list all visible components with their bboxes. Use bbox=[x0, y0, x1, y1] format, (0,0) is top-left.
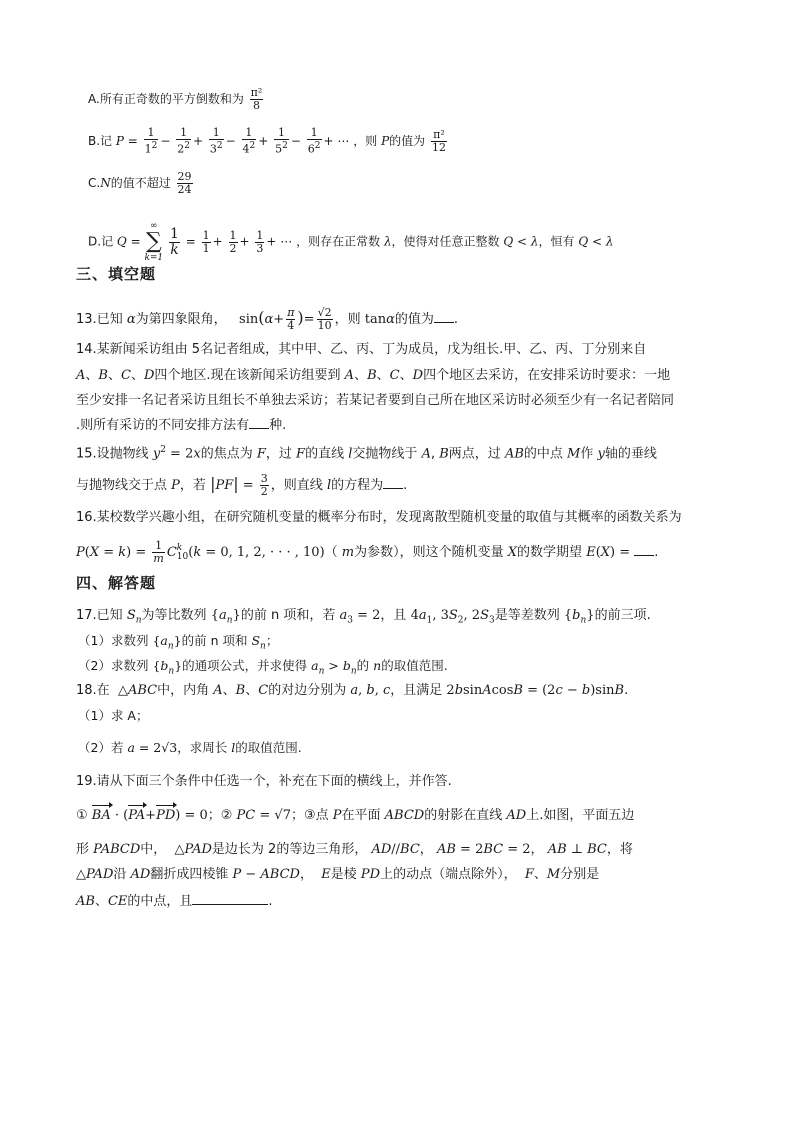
question-13: 13.已知 α为第四象限角， sin(α+ $\frac{\pi}{4}$ )= $\frac{√2}{10}$ ，则 tanα的值为 . bbox=[76, 306, 459, 332]
question-14-line-4: .则所有采访的不同安排方法有 种. bbox=[76, 414, 726, 436]
option-b: B.记 P = $\frac{1}{1^2}$ − $\frac{1}{2^2}$ + $\frac{1}{3^2}$ − $\frac{1}{4^2}$ + $\frac{1}{5^2}$ − $\frac{1}{6^2}$ + ⋯ ，则 P的值为 $\frac{\text{π²}}{12}$ bbox=[88, 126, 446, 156]
question-18-part-2: （2）若 a = 2√3，求周长 l的取值范围. bbox=[78, 740, 302, 755]
fraction: $\frac{\text{π²}}{8}$ bbox=[250, 86, 263, 112]
section-title-answer: 四、解答题 bbox=[76, 574, 157, 592]
answer-blank bbox=[192, 890, 268, 905]
question-16-line-1: 16.某校数学兴趣小组，在研究随机变量的概率分布时，发现离散型随机变量的取值与其概率的函数关系为 bbox=[76, 510, 682, 525]
question-15-line-2: 与抛物线交于点 P，若 |PF| = $\frac{3}{2}$ ，则直线 l的方程为 . bbox=[76, 472, 408, 498]
question-17-part-2: （2）求数列 $\{b_n\}$的通项公式，并求使得 $a_n > b_n$的 n的取值范围. bbox=[78, 658, 448, 677]
section-title-fill: 三、填空题 bbox=[76, 265, 157, 283]
question-15-line-1: 15.设抛物线 $y^2 = 2x$的焦点为 F，过 F的直线 l交抛物线于 A, B两点，过 AB的中点 M作 y轴的垂线 bbox=[76, 445, 657, 462]
question-17: 17.已知 $S_n$为等比数列 $\{a_n\}$的前 n 项和，若 $a_3 = 2$，且 $4a_1$, $3S_2$, $2S_3$是等差数列 $\{b_n\}$的前三项. bbox=[76, 608, 651, 626]
option-a: A.所有正奇数的平方倒数和为 $\frac{\text{π²}}{8}$ bbox=[88, 86, 263, 112]
question-19-line-2: ① BA · (PA+PD) = 0；② PC = √7；③点 P在平面 ABCD的射影在直线 AD上.如图，平面五边 bbox=[76, 806, 726, 826]
question-17-part-1: （1）求数列 $\{a_n\}$的前 n 项和 $S_n$； bbox=[78, 633, 279, 652]
question-18: 18.在 △ABC中，内角 A、B、C的对边分别为 a, b, c，且满足 2bsinAcosB = (2c − b)sinB. bbox=[76, 683, 629, 698]
option-c: C.N的值不超过 $\frac{29}{24}$ bbox=[88, 170, 192, 196]
question-14-line-3: 至少安排一名记者采访且组长不单独去采访；若某记者要到自己所在地区采访时必须至少有一名记者陪同 bbox=[76, 393, 675, 408]
question-14-line-1: 14.某新闻采访组由 5名记者组成，其中甲、乙、丙、丁为成员，戊为组长.甲、乙、丙、丁分别来自 bbox=[76, 342, 647, 357]
question-19-line-5: AB、CE的中点，且 . bbox=[76, 890, 726, 912]
question-14-line-2: A、B、C、D四个地区.现在该新闻采访组要到 A、B、C、D四个地区去采访，在安排采访时要求：一地 bbox=[76, 368, 671, 383]
question-19-line-1: 19.请从下面三个条件中任选一个，补充在下面的横线上，并作答. bbox=[76, 774, 452, 789]
question-16-line-2: P(X = k) = $\frac{1}{m}$ C k 10 (k = 0, 1, 2, · · · , 10)（ m为参数），则这个随机变量 X的数学期望 E(X) = . bbox=[76, 539, 659, 565]
answer-blank bbox=[249, 414, 269, 429]
answer-blank bbox=[434, 308, 454, 323]
question-19-line-4: △PAD沿 AD翻折成四棱锥 P − ABCD， E是棱 PD上的动点（端点除外）， F、M分别是 bbox=[76, 867, 600, 882]
question-19-line-3: 形 PABCD中， △PAD是边长为 2的等边三角形， AD//BC， AB = 2BC = 2， AB ⊥ BC，将 bbox=[76, 842, 633, 857]
option-d: D.记 Q = ∞ ∑ k=1 $\frac{1}{k}$ = $\frac{1}{1}$ + $\frac{1}{2}$ + $\frac{1}{3}$ + ⋯ ，则存在正常数 λ，使得对任意正整数 Q < λ，恒有 Q < λ bbox=[88, 221, 614, 263]
question-18-part-1: （1）求 A； bbox=[78, 708, 149, 723]
